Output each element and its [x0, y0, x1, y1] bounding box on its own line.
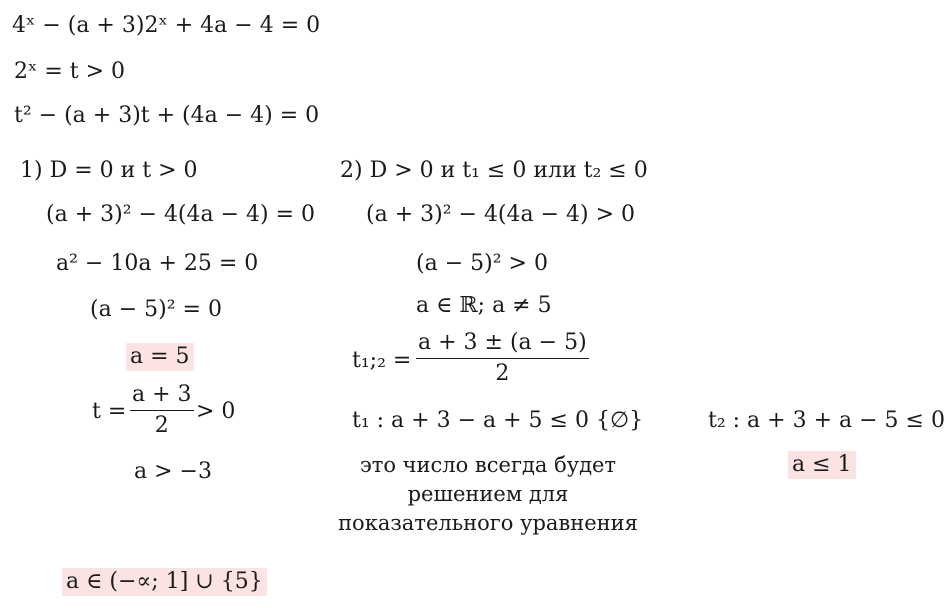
case2-t2: t₂ : a + 3 + a − 5 ≤ 0	[708, 408, 945, 433]
case1-result: a = 5	[126, 343, 194, 371]
case2-step-2: (a − 5)² > 0	[416, 251, 548, 276]
case2-roots-fraction	[416, 330, 589, 387]
equation-line-1: 4ˣ − (a + 3)2ˣ + 4a − 4 = 0	[12, 13, 321, 38]
case1-t-denominator: 2	[154, 413, 169, 438]
final-answer: a ∈ (−∝; 1] ∪ {5}	[62, 568, 267, 596]
case2-t1: t₁ : a + 3 − a + 5 ≤ 0 {∅}	[352, 408, 644, 433]
case2-note-line-3: показательного уравнения	[338, 511, 638, 535]
case2-roots-numerator: a + 3 ± (a − 5)	[416, 330, 589, 359]
case2-roots-denominator: 2	[495, 361, 510, 386]
equation-line-3: t² − (a + 3)t + (4a − 4) = 0	[14, 103, 320, 128]
case1-step-1: (a + 3)² − 4(4a − 4) = 0	[46, 202, 316, 227]
case2-step-3: a ∈ ℝ; a ≠ 5	[416, 293, 552, 318]
case2-note-line-1: это число всегда будет	[359, 453, 617, 477]
case2-roots-lhs: t₁;₂ =	[352, 348, 412, 373]
case1-t-fraction	[130, 382, 194, 439]
case1-t-numerator: a + 3	[130, 382, 194, 411]
case1-header: 1) D = 0 и t > 0	[20, 158, 198, 183]
case1-t-lhs: t =	[92, 399, 127, 424]
case1-step-2: a² − 10a + 25 = 0	[56, 251, 259, 276]
case1-condition: a > −3	[134, 459, 212, 484]
equation-line-2: 2ˣ = t > 0	[14, 59, 125, 84]
case2-note-line-2: решением для	[407, 482, 569, 506]
case2-step-1: (a + 3)² − 4(4a − 4) > 0	[366, 202, 636, 227]
case2-header: 2) D > 0 и t₁ ≤ 0 или t₂ ≤ 0	[340, 158, 648, 183]
case2-t2-result: a ≤ 1	[788, 451, 856, 479]
case1-t-rhs: > 0	[196, 399, 236, 424]
case1-step-3: (a − 5)² = 0	[90, 297, 222, 322]
